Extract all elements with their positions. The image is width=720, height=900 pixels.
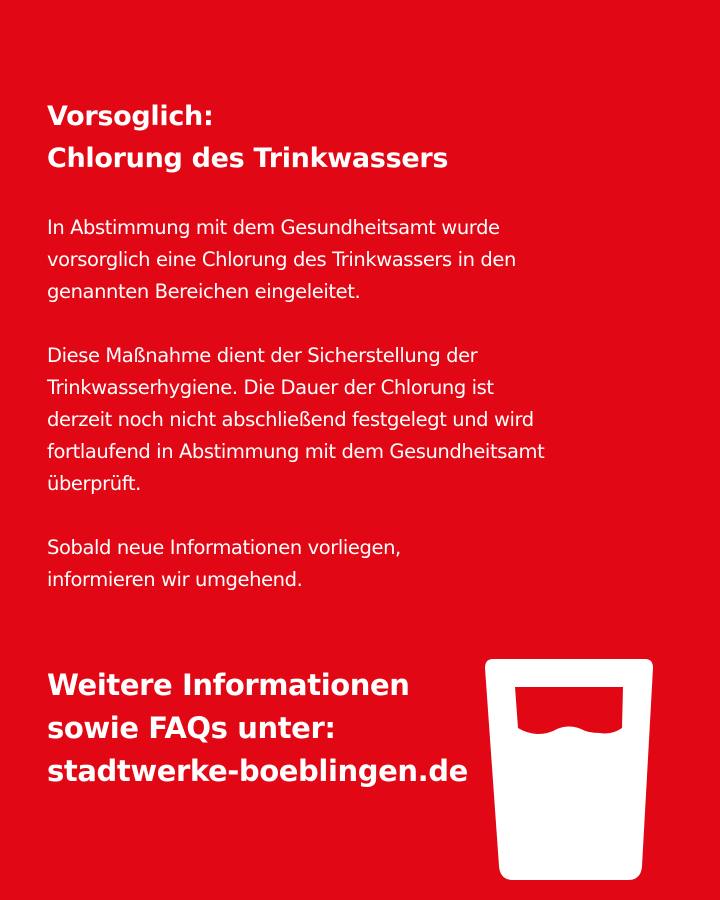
text-line: In Abstimmung mit dem Gesundheitsamt wurde [47,216,500,239]
text-line: vorsorglich eine Chlorung des Trinkwassers in den [47,248,516,271]
title-line: Chlorung des Trinkwassers [47,143,449,174]
text-line: Diese Maßnahme dient der Sicherstellung der [47,344,478,367]
text-line: genannten Bereichen eingeleitet. [47,280,361,303]
text-line: fortlaufend in Abstimmung mit dem Gesundheitsamt [47,440,545,463]
more-info-line: sowie FAQs unter: [47,711,336,745]
text-line: derzeit noch nicht abschließend festgelegt und wird [47,408,534,431]
text-line: überprüft. [47,472,141,495]
website-link[interactable]: stadtwerke-boeblingen.de [47,754,468,788]
text-line: Sobald neue Informationen vorliegen, [47,536,401,559]
text-line: Trinkwasserhygiene. Die Dauer der Chlorung ist [47,376,494,399]
text-line: informieren wir umgehend. [47,568,303,591]
more-info-line: Weitere Informationen [47,668,410,702]
title-line: Vorsoglich: [47,101,214,132]
